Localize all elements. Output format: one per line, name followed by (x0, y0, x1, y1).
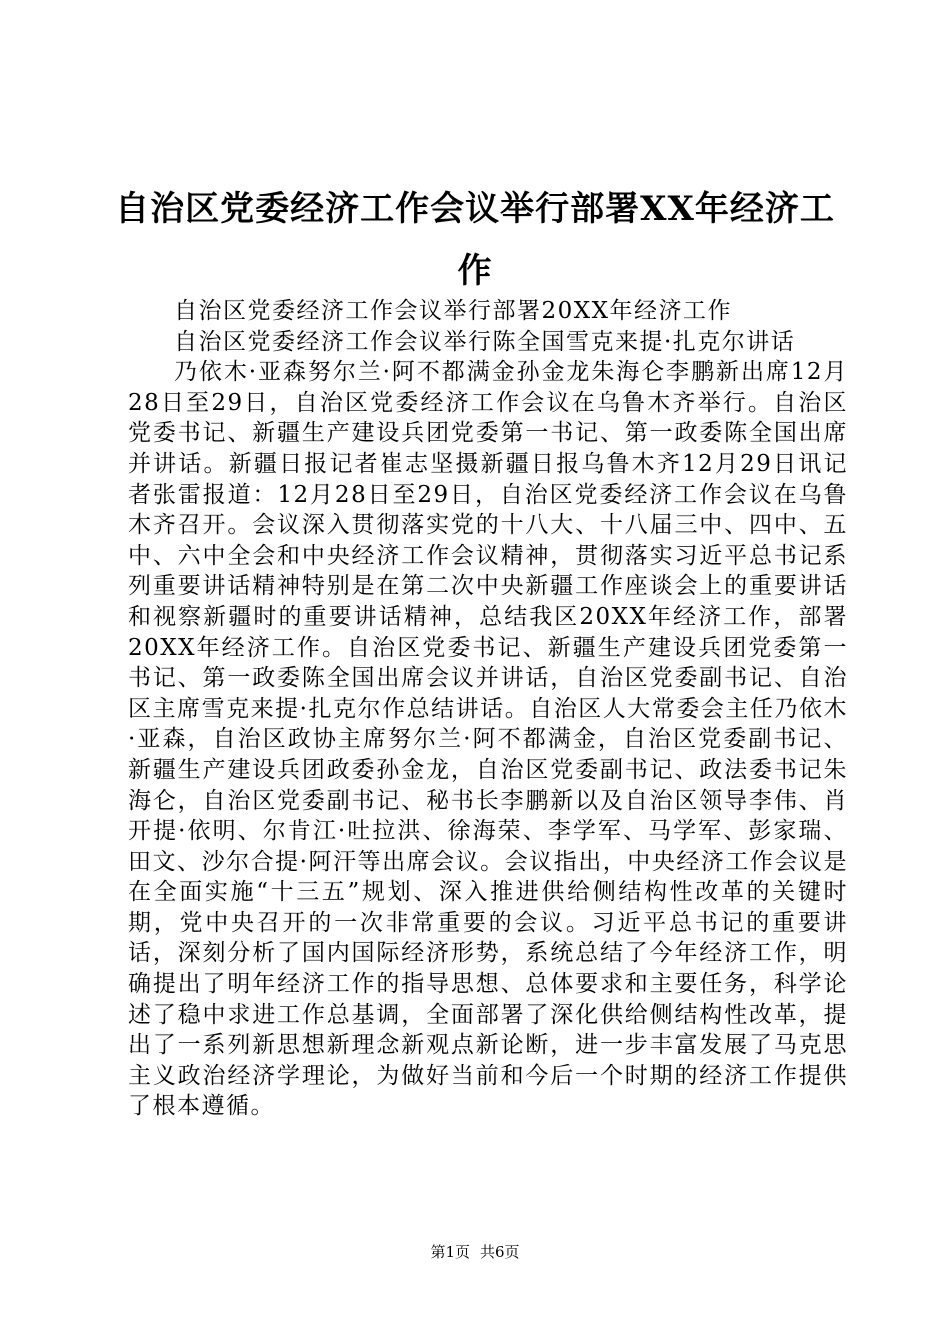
page-number: 第1页 (430, 1243, 470, 1261)
document-title: 自治区党委经济工作会议举行部署XX年经济工作 (115, 189, 835, 291)
subtitle-paragraph: 自治区党委经济工作会议举行部署20XX年经济工作 (174, 298, 733, 324)
document-body (128, 296, 848, 1122)
headline-paragraph: 自治区党委经济工作会议举行陈全国雪克来提·扎克尔讲话 (174, 328, 796, 355)
page-total: 共6页 (480, 1243, 520, 1261)
page-footer (0, 1242, 950, 1262)
main-paragraph: 乃依木·亚森努尔兰·阿不都满金孙金龙朱海仑李鹏新出席12月28日至29日，自治区党委经济工作会议在乌鲁木齐举行。自治区党委书记、新疆生产建设兵团党委第一书记、第一政委陈全国出席并讲话。新疆日报记者崔志坚摄新疆日报乌鲁木齐12月29日讯记者张雷报道：12月28日至29日，自治区党委经济工作会议在乌鲁木齐召开。会议深入贯彻落实党的十八大、十八届三中、四中、五中、六中全会和中央经济工作会议精神，贯彻落实习近平总书记系列重要讲话精神特别是在第二次中央新疆工作座谈会上的重要讲话和视察新疆时的重要讲话精神，总结我区20XX年经济工作，部署20XX年经济工作。自治区党委书记、新疆生产建设兵团党委第一书记、第一政委陈全国出席会议并讲话，自治区党委副书记、自治区主席雪克来提·扎克尔作总结讲话。自治区人大常委会主任乃依木·亚森，自治区政协主席努尔兰·阿不都满金，自治区党委副书记、新疆生产建设兵团政委孙金龙，自治区党委副书记、政法委书记朱海仑，自治区党委副书记、秘书长李鹏新以及自治区领导李伟、肖开提·依明、尔肯江·吐拉洪、徐海荣、李学军、马学军、彭家瑞、田文、沙尔合提·阿汗等出席会议。会议指出，中央经济工作会议是在全面实施“十三五”规划、深入推进供给侧结构性改革的关键时期，党中央召开的一次非常重要的会议。习近平总书记的重要讲话，深刻分析了国内国际经济形势，系统总结了今年经济工作，明确提出了明年经济工作的指导思想、总体要求和主要任务，科学论述了稳中求进工作总基调，全面部署了深化供给侧结构性改革，提出了一系列新思想新理念新观点新论断，进一步丰富发展了马克思主义政治经济学理论，为做好当前和今后一个时期的经济工作提供了根本遵循。 (128, 359, 848, 1120)
